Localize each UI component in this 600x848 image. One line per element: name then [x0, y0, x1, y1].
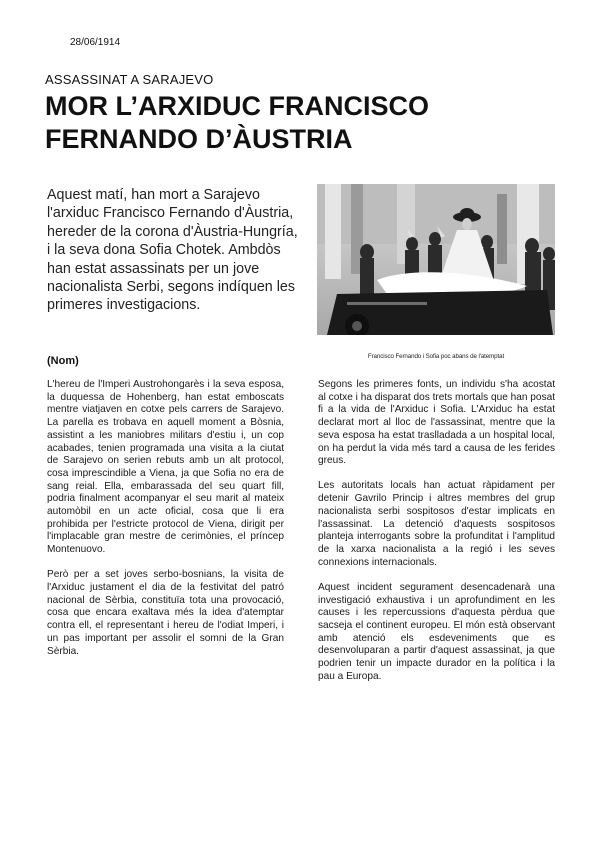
- left-column: [47, 379, 284, 671]
- kicker: ASSASSINAT A SARAJEVO: [45, 72, 214, 87]
- headline-line-1: MOR L’ARXIDUC FRANCISCO: [45, 91, 429, 121]
- paragraph: Aquest incident segurament desencadenarà una investigació exhaustiva i un aprofundiment en les causes i les repercussions d'aquesta pèrdua que sacseja el continent europeu. El món està observant amb atenció els esdeveniments que es desenvoluparan a partir d'aquest assassinat, ja que podrien tenir un impacte durador en la política i la pau a Europa.: [318, 581, 555, 682]
- headline: [45, 90, 565, 156]
- paragraph: Les autoritats locals han actuat ràpidament per detenir Gavrilo Princip i altres membres del grup nacionalista serbi sospitosos d'estar implicats en l'assassinat. La detenció d'aquests sospitosos planteja interrogants sobre la profunditat i l'amplitud de la xarxa nacionalista a la regió i les seves connexions internacionals.: [318, 480, 555, 568]
- right-column: [318, 379, 555, 696]
- byline: (Nom): [47, 355, 79, 367]
- headline-line-2: FERNANDO D’ÀUSTRIA: [45, 124, 353, 154]
- photo-caption: Francisco Fernando i Sofia poc abans de l'atemptat: [367, 353, 505, 360]
- paragraph: Segons les primeres fonts, un individu s'ha acostat al cotxe i ha disparat dos trets mortals que han posat fi a la vida de l'Arxiduc i Sofia. L'Arxiduc ha estat declarat mort al lloc de l'assassinat, mentre que la seva esposa ha estat traslladada a un hospital local, on ha perdut la vida més tard a causa de les ferides greus.: [318, 379, 555, 467]
- paragraph: Però per a set joves serbo-bosnians, la visita de l'Arxiduc justament el dia de la festivitat del patró nacional de Sèrbia, constituïa tota una provocació, cosa que encara exaltava més la idea d'atemptar contra ell, el representant i hereu de l'odiat Imperi, i un pas important per assolir el somni de la Gran Sèrbia.: [47, 569, 284, 657]
- paragraph: L'hereu de l'Imperi Austrohongarès i la seva esposa, la duquessa de Hohenberg, han estat emboscats mentre viatjaven en cotxe pels carrers de Sarajevo. La parella es trobava en aquell moment a Bòsnia, assistint a les maniobres militars d'estiu i, un cop acabades, tenien programada una visita a la ciutat de Sarajevo on serien rebuts amb un alt protocol, cosa imprescindible a Viena, ja que Sofia no era de sang reial. Ella, embarassada del seu quart fill, podria finalment acompanyar el seu marit al mateix automòbil en un acte oficial, cosa que li era prohibida per l'estricte protocol de Viena, dirigit per l'implacable gran mestre de cerimònies, el príncep Montenuovo.: [47, 379, 284, 556]
- article-date: 28/06/1914: [70, 37, 121, 48]
- archival-photo: [317, 184, 555, 335]
- lead-paragraph: Aquest matí, han mort a Sarajevo l'arxiduc Francisco Fernando d'Àustria, hereder de la corona d'Àustria-Hungría, i la seva dona Sofia Chotek. Ambdòs han estat assassinats per un jove nacionalista Serbi, segons indíquen les primeres investigacions.: [47, 187, 298, 314]
